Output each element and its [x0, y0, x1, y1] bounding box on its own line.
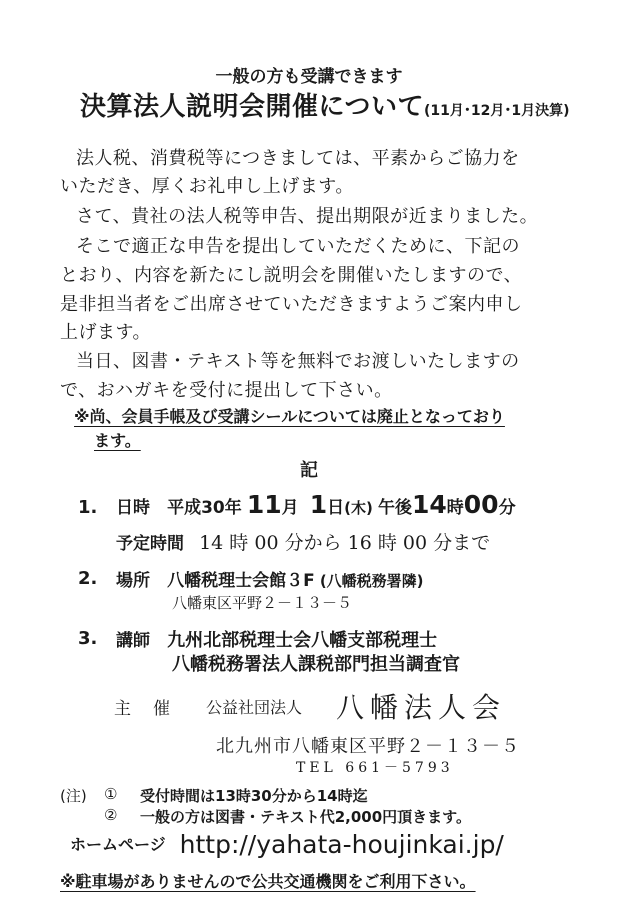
host-tel: TEL 661－5793 [296, 760, 454, 776]
date-day-unit: 日 [327, 498, 345, 518]
note-2-text: 一般の方は図書・テキスト代2,000円頂きます。 [140, 808, 471, 826]
place-address: 八幡東区平野２－１３－５ [172, 594, 353, 612]
title-fiscal-months: (11月･12月･1月決算) [423, 103, 570, 119]
date-hour-unit: 時 [446, 498, 464, 518]
place-label: 場所 [116, 571, 150, 591]
membership-notice-line-2: ます。 [94, 431, 141, 450]
membership-notice-line-1: ※尚、会員手帳及び受講シールについては廃止となっており [74, 407, 505, 426]
intro-line-7: 上げます。 [60, 322, 152, 343]
item-number-3: 3. [78, 628, 98, 649]
intro-line-2: いただき、厚くお礼申し上げます。 [60, 176, 354, 197]
date-minute-unit: 分 [498, 498, 516, 518]
date-weekday: (木) [344, 499, 373, 517]
date-pm: 午後 [377, 498, 412, 518]
date-month-unit: 月 [281, 498, 299, 518]
date-hour: 14 [411, 490, 447, 519]
ki-heading: 記 [300, 460, 318, 481]
title-text: 決算法人説明会開催について [80, 92, 424, 122]
homepage-url-link[interactable]: http://yahata-houjinkai.jp/ [179, 830, 504, 859]
homepage-label: ホームページ [70, 835, 166, 854]
parking-notice: ※駐車場がありませんので公共交通機関をご利用下さい。 [60, 872, 476, 891]
host-org-type: 公益社団法人 [206, 698, 303, 717]
lecturer-row [116, 626, 437, 652]
intro-line-1: 法人税、消費税等につきましては、平素からご協力を [76, 148, 520, 169]
intro-line-9: で、おハガキを受付に提出して下さい。 [60, 380, 393, 401]
host-name: 八幡法人会 [336, 691, 507, 724]
lecturer-line-1: 九州北部税理士会八幡支部税理士 [167, 630, 438, 651]
host-label: 主催 [114, 699, 192, 719]
lecturer-label: 講師 [116, 631, 150, 651]
note-2-mark: ② [104, 806, 118, 824]
intro-line-4: そこで適正な申告を提出していただくために、下記の [76, 236, 520, 257]
date-month: 11 [246, 490, 282, 519]
note-1-text: 受付時間は13時30分から14時迄 [140, 787, 368, 805]
note-1-mark: ① [104, 785, 118, 803]
intro-line-5: とおり、内容を新たにし説明会を開催いたしますので、 [60, 265, 523, 286]
date-label: 日時 [116, 498, 150, 518]
place-venue-note: (八幡税務署隣) [319, 572, 424, 590]
homepage-row [70, 830, 504, 859]
subtitle: 一般の方も受講できます [215, 67, 403, 87]
item-number-2: 2. [78, 568, 98, 589]
notes-prefix: (注) [60, 787, 87, 805]
intro-line-6: 是非担当者をご出席させていただきますようご案内申し [60, 294, 523, 315]
date-row [116, 490, 516, 519]
host-address: 北九州市八幡東区平野２－１３－５ [216, 736, 520, 757]
place-row [116, 566, 424, 591]
place-venue: 八幡税理士会館３F [167, 571, 315, 591]
intro-line-8: 当日、図書・テキスト等を無料でお渡しいたしますの [76, 351, 520, 372]
date-era: 平成30年 [167, 498, 242, 518]
schedule-value: 14 時 00 分から 16 時 00 分まで [199, 532, 491, 554]
schedule-row [116, 528, 490, 555]
item-number-1: 1. [78, 497, 98, 518]
date-day: 1 [309, 490, 328, 519]
date-minute: 00 [463, 490, 499, 519]
lecturer-line-2: 八幡税務署法人課税部門担当調査官 [172, 654, 460, 675]
schedule-label: 予定時間 [116, 534, 184, 554]
intro-line-3: さて、貴社の法人税等申告、提出期限が近まりました。 [76, 206, 539, 227]
page-title [80, 86, 570, 123]
